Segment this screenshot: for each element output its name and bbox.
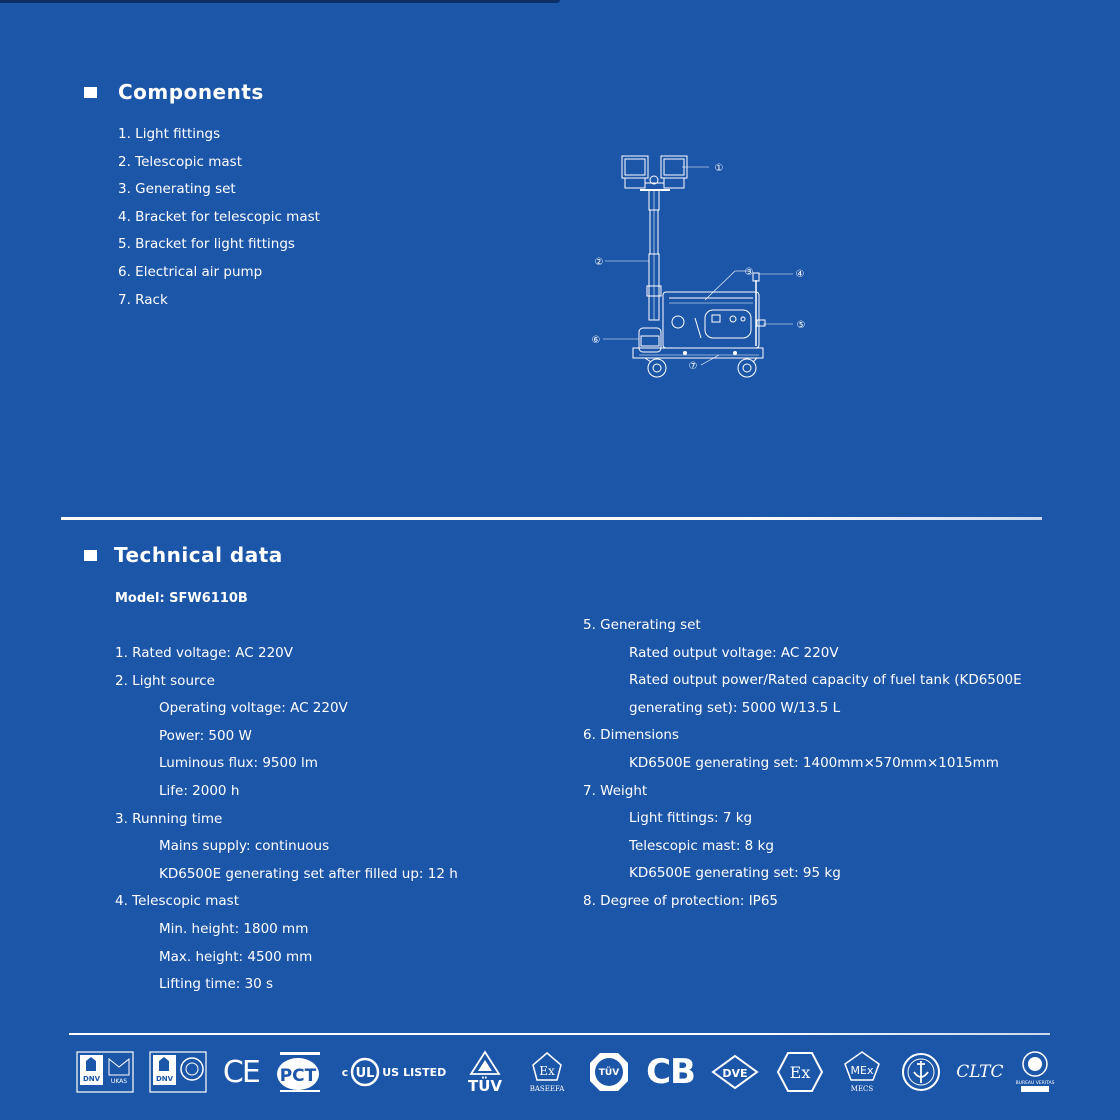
mecs-text: MECS	[851, 1085, 874, 1093]
spec-sub-item: generating set): 5000 W/13.5 L	[629, 699, 841, 716]
component-item: 6. Electrical air pump	[118, 263, 263, 280]
ul-listed-logo	[342, 1057, 447, 1087]
ul-c-text: c	[341, 1065, 349, 1079]
spec-item: 6. Dimensions	[583, 727, 679, 744]
components-title: Components	[118, 80, 264, 104]
pct-text: PCT	[279, 1066, 317, 1086]
dnv-logo	[149, 1051, 207, 1093]
ul-us-text: US	[382, 1065, 400, 1079]
square-bullet-icon	[84, 87, 97, 98]
callout-4: ④	[795, 269, 805, 280]
spec-sub-item: KD6500E generating set: 95 kg	[629, 865, 841, 882]
ex-text: Ex	[539, 1064, 555, 1078]
spec-sub-item: KD6500E generating set after filled up: 12 h	[159, 865, 458, 882]
spec-sub-item: Life: 2000 h	[159, 782, 240, 799]
spec-sub-item: Light fittings: 7 kg	[629, 810, 753, 827]
ce-mark: CE	[222, 1054, 259, 1090]
spec-item: 3. Running time	[115, 810, 223, 827]
footer-divider	[69, 1033, 1050, 1035]
ul-listed-text: LISTED	[403, 1065, 447, 1079]
mecs-logo	[839, 1050, 885, 1094]
component-item: 5. Bracket for light fittings	[118, 236, 295, 253]
callout-1: ①	[714, 163, 724, 174]
dnv-ukas-logo	[76, 1051, 134, 1093]
spec-item: 1. Rated voltage: AC 220V	[115, 645, 293, 661]
ukas-text: UKAS	[110, 1078, 128, 1085]
callout-2: ②	[594, 257, 604, 268]
components-list	[118, 121, 320, 314]
ccs-seal-logo	[901, 1052, 941, 1092]
dve-text: DVE	[722, 1067, 749, 1080]
spec-sub-item: Max. height: 4500 mm	[159, 948, 313, 965]
spec-sub-item: Min. height: 1800 mm	[159, 920, 309, 937]
tuv-text: TÜV	[467, 1077, 502, 1095]
ex-hexagon-logo	[776, 1050, 824, 1094]
light-tower-diagram	[585, 150, 815, 385]
model-label: Model: SFW6110B	[115, 591, 248, 606]
baseefa-text: BASEEFA	[529, 1085, 565, 1093]
component-item: 2. Telescopic mast	[118, 153, 242, 170]
component-item: 1. Light fittings	[118, 126, 221, 142]
spec-sub-item: KD6500E generating set: 1400mm×570mm×1015mm	[629, 754, 999, 771]
spec-sub-item: Mains supply: continuous	[159, 838, 330, 855]
section-divider	[61, 517, 1042, 520]
spec-sub-item: Rated output voltage: AC 220V	[629, 644, 839, 661]
spec-sub-item: Telescopic mast: 8 kg	[629, 837, 774, 854]
bv-text: BUREAU VERITAS	[1015, 1081, 1055, 1086]
component-item: 4. Bracket for telescopic mast	[118, 208, 320, 225]
spec-sub-item: Power: 500 W	[159, 727, 252, 744]
bureau-veritas-logo	[1015, 1050, 1055, 1094]
callout-6: ⑥	[591, 335, 601, 346]
spec-sub-item: Luminous flux: 9500 lm	[159, 755, 318, 772]
components-heading	[84, 80, 264, 104]
mex-text: MEx	[850, 1064, 874, 1077]
callout-3: ③	[744, 267, 754, 278]
spec-list-right	[583, 612, 1022, 916]
ul-text: UL	[355, 1066, 375, 1081]
cb-logo: CB	[646, 1052, 695, 1092]
baseefa-ex-logo	[523, 1050, 571, 1094]
dnv-text: DNV	[82, 1075, 101, 1083]
certification-logos	[76, 1048, 1055, 1096]
dnv-text: DNV	[156, 1075, 174, 1083]
technical-data-title: Technical data	[114, 543, 283, 567]
tuv-sud-logo	[587, 1050, 631, 1094]
spec-list-left	[115, 640, 458, 999]
dve-logo	[710, 1052, 760, 1092]
callout-7: ⑦	[688, 361, 698, 372]
cltc-logo: CLTC	[956, 1062, 1004, 1082]
spec-sub-item: Rated output power/Rated capacity of fuel tank (KD6500E	[629, 672, 1022, 689]
spec-item: 8. Degree of protection: IP65	[583, 892, 779, 909]
pct-logo	[274, 1050, 326, 1094]
spec-sub-item: Operating voltage: AC 220V	[159, 700, 348, 717]
tuv-sud-text: TÜV	[598, 1068, 619, 1078]
component-item: 3. Generating set	[118, 181, 236, 198]
top-edge-bar	[0, 0, 560, 3]
spec-item: 4. Telescopic mast	[115, 893, 239, 910]
spec-item: 5. Generating set	[583, 617, 701, 633]
tuv-logo	[462, 1050, 508, 1094]
square-bullet-icon	[84, 550, 97, 561]
callout-5: ⑤	[796, 320, 806, 331]
spec-item: 7. Weight	[583, 782, 648, 799]
technical-data-heading	[84, 543, 283, 567]
spec-item: 2. Light source	[115, 672, 215, 689]
ex-text: Ex	[789, 1063, 811, 1082]
spec-sub-item: Lifting time: 30 s	[159, 976, 274, 993]
component-item: 7. Rack	[118, 291, 168, 308]
